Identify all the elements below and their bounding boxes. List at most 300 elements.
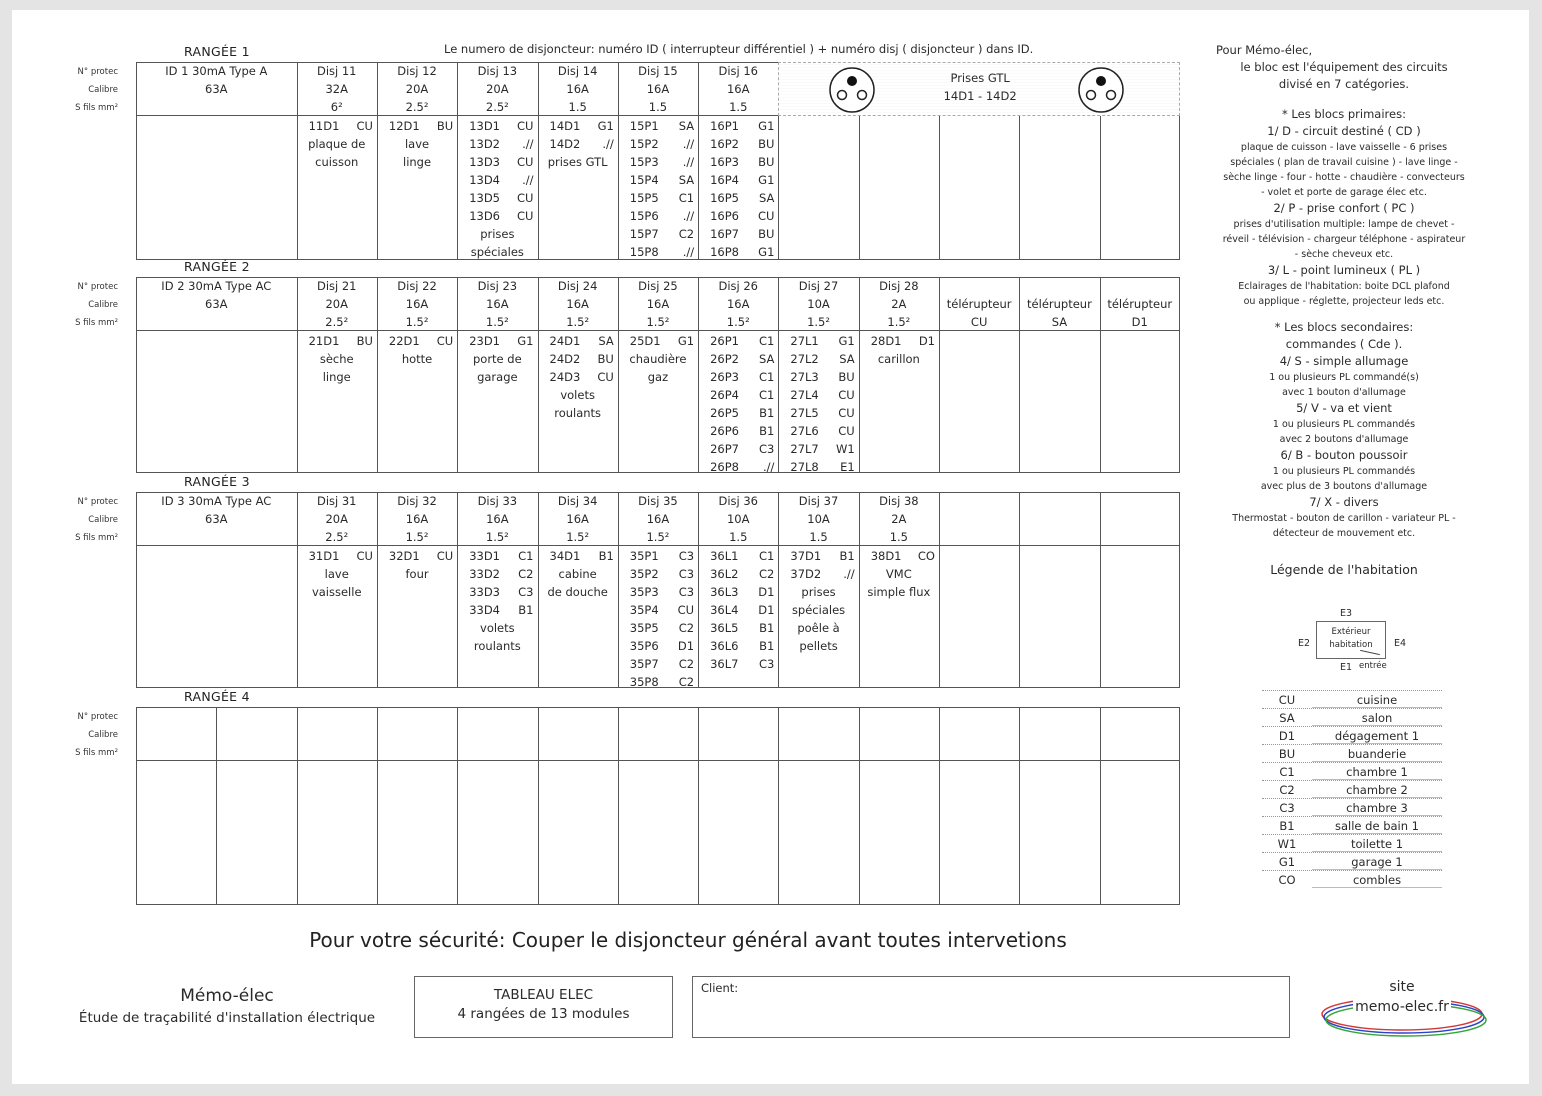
legend-code: CO — [1278, 873, 1296, 887]
room-code: C1 — [759, 549, 775, 563]
room-code: B1 — [759, 621, 775, 635]
circuit-entry — [698, 637, 778, 655]
wire-section: 1.5² — [485, 315, 509, 329]
module-divider — [778, 707, 779, 905]
circuit-entry — [618, 673, 698, 691]
socket-icon — [826, 64, 878, 116]
circuit-entry — [778, 440, 858, 458]
cat-5-desc-1: 1 ou plusieurs PL commandés — [1272, 419, 1416, 430]
client-box[interactable] — [692, 976, 1290, 1038]
circuit-entry — [618, 655, 698, 673]
breaker-rating: 10A — [726, 512, 750, 526]
room-code: CU — [436, 549, 454, 563]
circuit-entry — [457, 207, 537, 225]
module-body — [297, 117, 377, 171]
safety-notice: Pour votre sécurité: Couper le disjoncteur général avant toutes intervetions — [309, 928, 1067, 952]
circuit-code: 36L3 — [710, 585, 739, 599]
module-divider — [1019, 116, 1020, 260]
breaker-id — [939, 277, 1019, 295]
breaker-id: Disj 32 — [397, 494, 437, 508]
circuit-note: spéciales — [791, 603, 846, 617]
breaker-id: Disj 24 — [557, 279, 598, 293]
id-rating: 63A — [205, 297, 228, 311]
circuit-note: lave — [404, 137, 430, 151]
room-code: B1 — [598, 549, 614, 563]
room-code: BU — [758, 227, 775, 241]
legend-row — [1262, 744, 1442, 762]
room-code: C1 — [518, 549, 534, 563]
wire-section: 2.5² — [325, 315, 349, 329]
plan-e4: E4 — [1394, 638, 1407, 649]
circuit-note: cabine — [558, 567, 597, 581]
circuit-note: prises GTL — [547, 155, 608, 169]
room-code: G1 — [597, 119, 614, 133]
room-code: D1 — [677, 639, 695, 653]
circuit-code: 16P4 — [710, 173, 739, 187]
breaker-rating: télérupteur — [1027, 297, 1092, 311]
circuit-entry — [778, 404, 858, 422]
circuit-entry — [618, 225, 698, 243]
cat-4-desc-2: avec 1 bouton d'allumage — [1282, 387, 1406, 398]
intro-line-2: le bloc est l'équipement des circuits — [1240, 60, 1448, 74]
site-logo — [1312, 972, 1492, 1042]
circuit-entry — [698, 189, 778, 207]
circuit-note: vaisselle — [311, 585, 362, 599]
circuit-code: 16P6 — [710, 209, 739, 223]
breaker-id — [1019, 277, 1099, 295]
circuit-entry — [538, 135, 618, 153]
wire-section: 1.5² — [485, 530, 509, 544]
module-header — [778, 492, 858, 546]
cat-1-desc-1: plaque de cuisson - lave vaisselle - 6 prises — [1240, 142, 1448, 153]
circuit-entry — [618, 171, 698, 189]
circuit-code: 35P5 — [629, 621, 659, 635]
primary-title: * Les blocs primaires: — [1282, 107, 1406, 121]
circuit-entry — [618, 332, 698, 350]
module-header — [1100, 492, 1180, 546]
circuit-code: 16P3 — [710, 155, 739, 169]
legend-room: salon — [1312, 709, 1442, 726]
circuit-entry — [377, 117, 457, 135]
breaker-rating: 16A — [646, 512, 670, 526]
cat-2-desc-3: - sèche cheveux etc. — [1294, 249, 1394, 260]
circuit-entry — [778, 350, 858, 368]
breaker-rating — [1019, 510, 1099, 528]
circuit-code: 27L5 — [790, 406, 819, 420]
module-divider — [939, 116, 940, 260]
cat-6: 6/ B - bouton poussoir — [1280, 448, 1408, 462]
id-cell — [136, 277, 297, 331]
circuit-code: 15P3 — [629, 155, 659, 169]
legend-room: chambre 2 — [1312, 781, 1442, 798]
wire-section: 2.5² — [485, 100, 509, 114]
room-code: W1 — [836, 442, 855, 456]
breaker-id: Disj 22 — [397, 279, 437, 293]
room-code: G1 — [758, 119, 775, 133]
site-line-2: memo-elec.fr — [1355, 999, 1449, 1015]
circuit-entry — [698, 153, 778, 171]
room-code: .// — [682, 245, 695, 259]
circuit-entry — [698, 547, 778, 565]
module-header — [859, 277, 939, 331]
room-code: BU — [436, 119, 454, 133]
circuit-note: sèche — [319, 352, 354, 366]
circuit-note: pellets — [799, 639, 838, 653]
breaker-rating: 2A — [891, 297, 907, 311]
circuit-code: 37D2 — [790, 567, 822, 581]
cat-3: 3/ L - point lumineux ( PL ) — [1267, 263, 1421, 277]
room-code: SA — [759, 191, 775, 205]
circuit-entry — [618, 565, 698, 583]
circuit-code: 13D1 — [469, 119, 500, 133]
breaker-rating — [939, 510, 1019, 528]
module-header — [939, 492, 1019, 546]
circuit-entry — [457, 565, 537, 583]
circuit-entry — [457, 601, 537, 619]
breaker-id: Disj 15 — [638, 64, 678, 78]
plan-box-line-1: Extérieur — [1331, 627, 1371, 637]
room-code: SA — [598, 334, 614, 348]
room-code: G1 — [758, 173, 775, 187]
room-code: .// — [762, 460, 775, 474]
cat-2: 2/ P - prise confort ( PC ) — [1273, 201, 1415, 215]
room-code: BU — [597, 352, 614, 366]
circuit-code: 26P7 — [710, 442, 739, 456]
circuit-code: 16P7 — [710, 227, 739, 241]
circuit-entry — [618, 601, 698, 619]
breaker-id: Disj 35 — [638, 494, 678, 508]
breaker-id — [1100, 492, 1180, 510]
circuit-entry — [457, 153, 537, 171]
module-body — [538, 547, 618, 601]
room-code: C3 — [678, 549, 695, 563]
circuit-code: 25D1 — [629, 334, 661, 348]
module-body — [377, 332, 457, 368]
breaker-rating: 16A — [726, 82, 750, 96]
breaker-rating: 16A — [726, 297, 750, 311]
room-code: SA — [839, 352, 855, 366]
module-body — [538, 117, 618, 171]
gtl-label — [900, 69, 1061, 105]
breaker-rating: 20A — [325, 512, 348, 526]
plan-e1: E1 — [1340, 662, 1353, 673]
circuit-entry — [698, 458, 778, 476]
breaker-rating: 2A — [891, 512, 907, 526]
room-code: .// — [522, 173, 534, 187]
cat-5: 5/ V - va et vient — [1296, 401, 1392, 415]
breaker-id: Disj 11 — [316, 64, 357, 78]
breaker-rating: 16A — [566, 512, 589, 526]
circuit-code: 12D1 — [388, 119, 420, 133]
legend-row — [1262, 780, 1442, 798]
breaker-id: Disj 38 — [879, 494, 919, 508]
id-rating: 63A — [205, 512, 228, 526]
cat-7-desc-2: détecteur de mouvement etc. — [1272, 528, 1416, 539]
breaker-rating: 20A — [486, 82, 509, 96]
circuit-note: garage — [477, 370, 518, 384]
id-cell — [136, 492, 297, 546]
wire-section: 2.5² — [325, 530, 349, 544]
circuit-code: 32D1 — [388, 549, 420, 563]
field-label-section: S fils mm² — [75, 318, 118, 328]
field-label-protec: N° protec — [77, 67, 118, 77]
legend-room: chambre 1 — [1312, 763, 1442, 780]
module-header — [538, 62, 618, 116]
circuit-note: linge — [322, 370, 351, 384]
module-header — [698, 492, 778, 546]
circuit-code: 27L7 — [790, 442, 819, 456]
wire-section: 1.5 — [889, 530, 908, 544]
row-title: RANGÉE 4 — [184, 689, 250, 704]
circuit-entry — [698, 404, 778, 422]
module-header — [457, 62, 537, 116]
circuit-note: spéciales — [470, 245, 524, 259]
module-body — [618, 547, 698, 691]
field-label-calibre: Calibre — [88, 85, 118, 95]
room-code: .// — [522, 137, 534, 151]
room-code: G1 — [758, 245, 775, 259]
legend-row — [1262, 708, 1442, 726]
circuit-note: cuisson — [315, 155, 359, 169]
circuit-note: volets — [480, 621, 515, 635]
plan-box-line-2: habitation — [1329, 640, 1373, 650]
circuit-entry — [778, 332, 858, 350]
circuit-code: 16P1 — [710, 119, 739, 133]
room-code: B1 — [759, 424, 775, 438]
legend-code: B1 — [1279, 819, 1295, 833]
circuit-entry — [698, 207, 778, 225]
room-code: BU — [758, 155, 775, 169]
circuit-entry — [698, 350, 778, 368]
module-divider — [1100, 116, 1101, 260]
room-code: C3 — [759, 442, 775, 456]
circuit-entry — [618, 207, 698, 225]
room-code: CU — [757, 209, 775, 223]
circuit-code: 35P7 — [629, 657, 659, 671]
circuit-code: 35P6 — [629, 639, 659, 653]
circuit-code: 27L2 — [790, 352, 819, 366]
row-field-labels — [58, 493, 118, 547]
room-code: CU — [838, 424, 855, 438]
breaker-rating — [1100, 510, 1180, 528]
wire-section — [1100, 528, 1180, 546]
module-divider — [377, 707, 378, 905]
breaker-rating: 10A — [807, 512, 830, 526]
circuit-code: 13D3 — [469, 155, 500, 169]
circuit-code: 15P1 — [629, 119, 659, 133]
circuit-entry — [698, 171, 778, 189]
legend-code: W1 — [1277, 837, 1297, 851]
circuit-note: prises — [801, 585, 836, 599]
cat-5-desc-2: avec 2 boutons d'allumage — [1279, 434, 1409, 445]
cat-7-desc-1: Thermostat - bouton de carillon - variateur PL - — [1232, 513, 1456, 524]
circuit-code: 36L4 — [710, 603, 739, 617]
circuit-code: 35P3 — [629, 585, 659, 599]
module-divider — [297, 707, 298, 905]
module-divider — [698, 707, 699, 905]
room-code: CU — [517, 191, 534, 205]
breaker-id: Disj 31 — [316, 494, 357, 508]
legend-code: C3 — [1279, 801, 1295, 815]
circuit-code: 27L4 — [790, 388, 819, 402]
header-note: Le numero de disjoncteur: numéro ID ( interrupteur différentiel ) + numéro disj ( disjoncteur ) dans ID. — [444, 42, 1034, 56]
circuit-note: poêle à — [797, 621, 840, 635]
circuit-code: 15P2 — [629, 137, 659, 151]
module-body — [618, 332, 698, 386]
circuit-code: 36L1 — [710, 549, 739, 563]
circuit-entry — [698, 117, 778, 135]
wire-section: 1.5² — [405, 315, 429, 329]
room-code: C1 — [759, 388, 775, 402]
legend-room: chambre 3 — [1312, 799, 1442, 816]
id-rating: 63A — [205, 82, 228, 96]
module-body — [859, 547, 939, 601]
legend-code: G1 — [1278, 855, 1296, 869]
room-code: CU — [517, 119, 534, 133]
module-body — [778, 332, 858, 476]
circuit-entry — [698, 332, 778, 350]
room-code: C2 — [678, 227, 695, 241]
circuit-entry — [457, 583, 537, 601]
circuit-entry — [698, 601, 778, 619]
circuit-note: gaz — [647, 370, 669, 384]
breaker-id: Disj 21 — [316, 279, 357, 293]
site-line-1: site — [1389, 979, 1415, 995]
breaker-id: Disj 14 — [557, 64, 598, 78]
brand-subtitle: Étude de traçabilité d'installation électrique — [78, 1010, 376, 1026]
circuit-code: 15P7 — [629, 227, 659, 241]
breaker-rating: 16A — [566, 82, 589, 96]
breaker-id — [939, 492, 1019, 510]
house-plan — [1282, 606, 1422, 676]
circuit-entry — [778, 547, 858, 565]
cat-1-desc-2: spéciales ( plan de travail cuisine ) - lave linge - — [1230, 157, 1458, 168]
module-header — [297, 492, 377, 546]
breaker-rating: 32A — [325, 82, 348, 96]
circuit-code: 26P2 — [710, 352, 739, 366]
room-code: E1 — [840, 460, 855, 474]
circuit-code: 35P1 — [629, 549, 659, 563]
room-code: CU — [517, 155, 534, 169]
breaker-id: Disj 23 — [477, 279, 518, 293]
circuit-entry — [698, 386, 778, 404]
row-title: RANGÉE 2 — [184, 259, 250, 274]
circuit-note: carillon — [877, 352, 920, 366]
circuit-note: roulants — [473, 639, 521, 653]
panel-box — [414, 976, 673, 1038]
circuit-code: 23D1 — [469, 334, 500, 348]
circuit-entry — [698, 422, 778, 440]
wire-section: 1.5² — [807, 315, 830, 329]
legend-table — [1262, 690, 1442, 888]
legend-room: salle de bain 1 — [1312, 817, 1442, 834]
row-field-labels — [58, 278, 118, 332]
circuit-entry — [698, 368, 778, 386]
room-code: C2 — [759, 567, 775, 581]
wire-section: 1.5² — [646, 315, 670, 329]
cat-4: 4/ S - simple allumage — [1279, 354, 1409, 368]
module-header — [698, 277, 778, 331]
circuit-entry — [698, 583, 778, 601]
circuit-entry — [618, 117, 698, 135]
circuit-code: 26P5 — [710, 406, 739, 420]
circuit-code: 24D1 — [549, 334, 581, 348]
module-divider — [216, 707, 217, 905]
wire-section: 1.5 — [648, 100, 668, 114]
circuit-code: 33D3 — [469, 585, 500, 599]
wire-section: D1 — [1131, 315, 1148, 329]
room-code: G1 — [838, 334, 855, 348]
legend-row — [1262, 852, 1442, 870]
room-code: C1 — [759, 370, 775, 384]
circuit-code: 34D1 — [549, 549, 581, 563]
module-header — [457, 492, 537, 546]
field-label-protec: N° protec — [77, 282, 118, 292]
secondary-title-2: commandes ( Cde ). — [1285, 337, 1403, 351]
wire-section: 1.5² — [646, 530, 670, 544]
room-code: C3 — [518, 585, 534, 599]
room-code: D1 — [758, 585, 775, 599]
module-header — [939, 277, 1019, 331]
module-header — [618, 277, 698, 331]
field-label-protec: N° protec — [77, 497, 118, 507]
circuit-entry — [698, 440, 778, 458]
id-cell — [136, 62, 297, 116]
wire-section: 1.5² — [566, 315, 590, 329]
module-divider — [297, 62, 298, 260]
circuit-entry — [457, 547, 537, 565]
brand-name: Mémo-élec — [180, 986, 274, 1006]
module-header — [297, 277, 377, 331]
circuit-entry — [297, 117, 377, 135]
circuit-entry — [457, 189, 537, 207]
site-text[interactable] — [1312, 977, 1492, 1017]
cat-1-desc-4: - volet et porte de garage élec etc. — [1261, 187, 1427, 198]
circuit-code: 36L7 — [710, 657, 739, 671]
circuit-note: volets — [560, 388, 595, 402]
module-divider — [859, 116, 860, 260]
wire-section: 1.5 — [809, 530, 828, 544]
legend-title: Légende de l'habitation — [1270, 562, 1418, 577]
gtl-title: Prises GTL — [950, 71, 1010, 85]
circuit-code: 14D1 — [549, 119, 581, 133]
circuit-code: 15P6 — [629, 209, 659, 223]
field-label-calibre: Calibre — [88, 300, 118, 310]
wire-section — [1019, 528, 1099, 546]
circuit-entry — [297, 332, 377, 350]
breaker-rating: 20A — [325, 297, 348, 311]
circuit-note: de douche — [547, 585, 608, 599]
legend-code: CU — [1278, 693, 1296, 707]
wire-section: 1.5² — [726, 315, 750, 329]
breaker-id: Disj 33 — [477, 494, 518, 508]
module-divider — [457, 707, 458, 905]
room-code: G1 — [677, 334, 695, 348]
circuit-code: 26P3 — [710, 370, 739, 384]
room-code: BU — [356, 334, 373, 348]
module-body — [538, 332, 618, 422]
room-code: BU — [838, 370, 855, 384]
breaker-rating: 16A — [646, 82, 670, 96]
module-header — [377, 62, 457, 116]
circuit-code: 13D4 — [469, 173, 500, 187]
legend-row — [1262, 816, 1442, 834]
wire-section — [939, 528, 1019, 546]
circuit-note: four — [405, 567, 429, 581]
room-code: SA — [678, 119, 695, 133]
circuit-entry — [698, 135, 778, 153]
circuit-entry — [457, 332, 537, 350]
